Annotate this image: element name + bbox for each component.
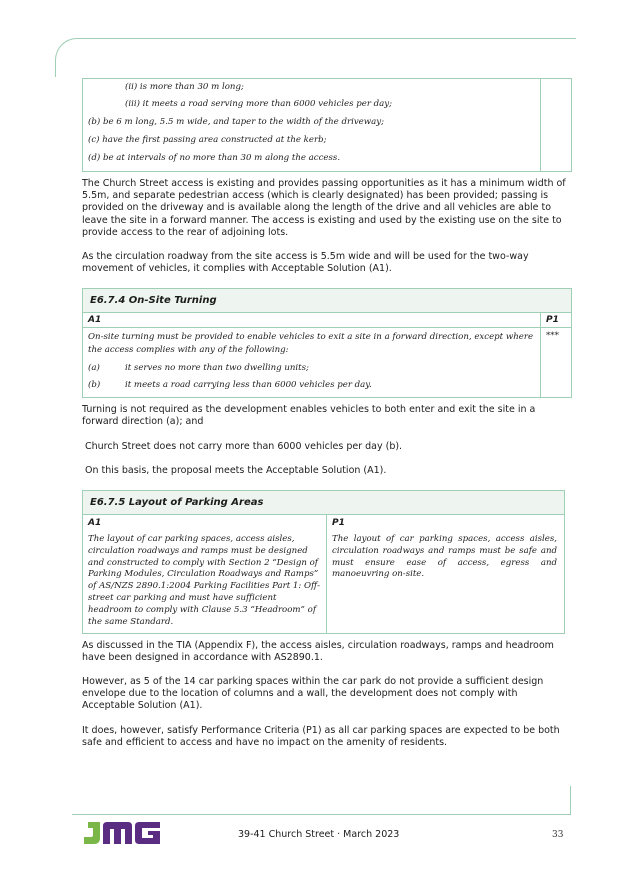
p1-label: P1 xyxy=(546,315,559,325)
paragraph: As the circulation roadway from the site access is 5.5m wide and will be used for the two-way movement of vehicles, it complies with Acceptable Solution (A1). xyxy=(82,251,529,275)
footer-text: 39-41 Church Street · March 2023 xyxy=(238,829,400,840)
page-number: 33 xyxy=(552,830,564,840)
paragraph: On this basis, the proposal meets the Acceptable Solution (A1). xyxy=(85,465,387,476)
p1-text: The layout of car parking spaces, access aisles, circulation roadways and ramps must be safe and must ensure ease of access, egress and manoeuvring on-site. xyxy=(332,534,557,580)
table-title: E6.7.5 Layout of Parking Areas xyxy=(83,491,564,515)
a1-text: The layout of car parking spaces, access aisles, circulation roadways and ramps must be designed and constructed to comply with Section 2 “Design of Parking Modules, Circulation Roadways and Ramps” of AS/NZS 2890.1:2004 Parking Facilities Part 1: Off-street car parking and must have sufficient headroom to comply with Clause 5.3 “Headroom” of the same Standard. xyxy=(88,534,321,627)
list-text: it meets a road carrying less than 6000 vehicles per day. xyxy=(125,380,372,390)
a1-text: On-site turning must be provided to enable vehicles to exit a site in a forward direction, except where the access complies with any of the following: xyxy=(88,332,534,355)
page-frame-bottom xyxy=(72,786,571,815)
on-site-turning-table xyxy=(82,288,572,398)
paragraph: Church Street does not carry more than 6000 vehicles per day (b). xyxy=(85,441,403,452)
paragraph: It does, however, satisfy Performance Criteria (P1) as all car parking spaces are expected to be both safe and efficient to access and have no impact on the amenity of residents. xyxy=(82,725,560,749)
paragraph: As discussed in the TIA (Appendix F), the access aisles, circulation roadways, ramps and headroom have been designed in accordance with AS2890.1. xyxy=(82,640,554,664)
list-marker: (b) xyxy=(88,380,101,390)
logo-text xyxy=(160,822,161,823)
paragraph: However, as 5 of the 14 car parking spaces within the car park do not provide a sufficient design envelope due to the location of columns and a wall, the development does not comply with Acceptable Solution (A1). xyxy=(82,676,544,712)
p1-text: *** xyxy=(546,331,559,341)
criteria-line: (ii) is more than 30 m long; xyxy=(125,82,244,92)
criteria-line: (b) be 6 m long, 5.5 m wide, and taper to the width of the driveway; xyxy=(88,117,384,127)
continued-criteria-table xyxy=(82,78,572,172)
page-frame-top xyxy=(55,38,576,77)
a1-label: A1 xyxy=(88,315,102,325)
paragraph: Turning is not required as the development enables vehicles to both enter and exit the site in a forward direction (a); and xyxy=(82,404,536,428)
jmg-logo xyxy=(84,822,160,848)
paragraph: The Church Street access is existing and provides passing opportunities as it has a minimum width of 5.5m, and separate pedestrian access (which is clearly designated) has been provided; passing is provided on the driveway and is available along the length of the drive and all vehicles are able to leave the site in a forward manner. The access is existing and used by the existing use on the site to provide access to the rear of adjoining lots. xyxy=(82,178,566,238)
criteria-line: (iii) it meets a road serving more than 6000 vehicles per day; xyxy=(125,99,393,109)
p1-label: P1 xyxy=(332,518,345,528)
a1-label: A1 xyxy=(88,518,102,528)
list-text: it serves no more than two dwelling units; xyxy=(125,363,309,373)
criteria-line: (d) be at intervals of no more than 30 m along the access. xyxy=(88,153,341,163)
list-marker: (a) xyxy=(88,363,100,373)
table-title: E6.7.4 On-Site Turning xyxy=(83,289,571,313)
parking-layout-table xyxy=(82,490,565,634)
criteria-line: (c) have the first passing area constructed at the kerb; xyxy=(88,135,327,145)
